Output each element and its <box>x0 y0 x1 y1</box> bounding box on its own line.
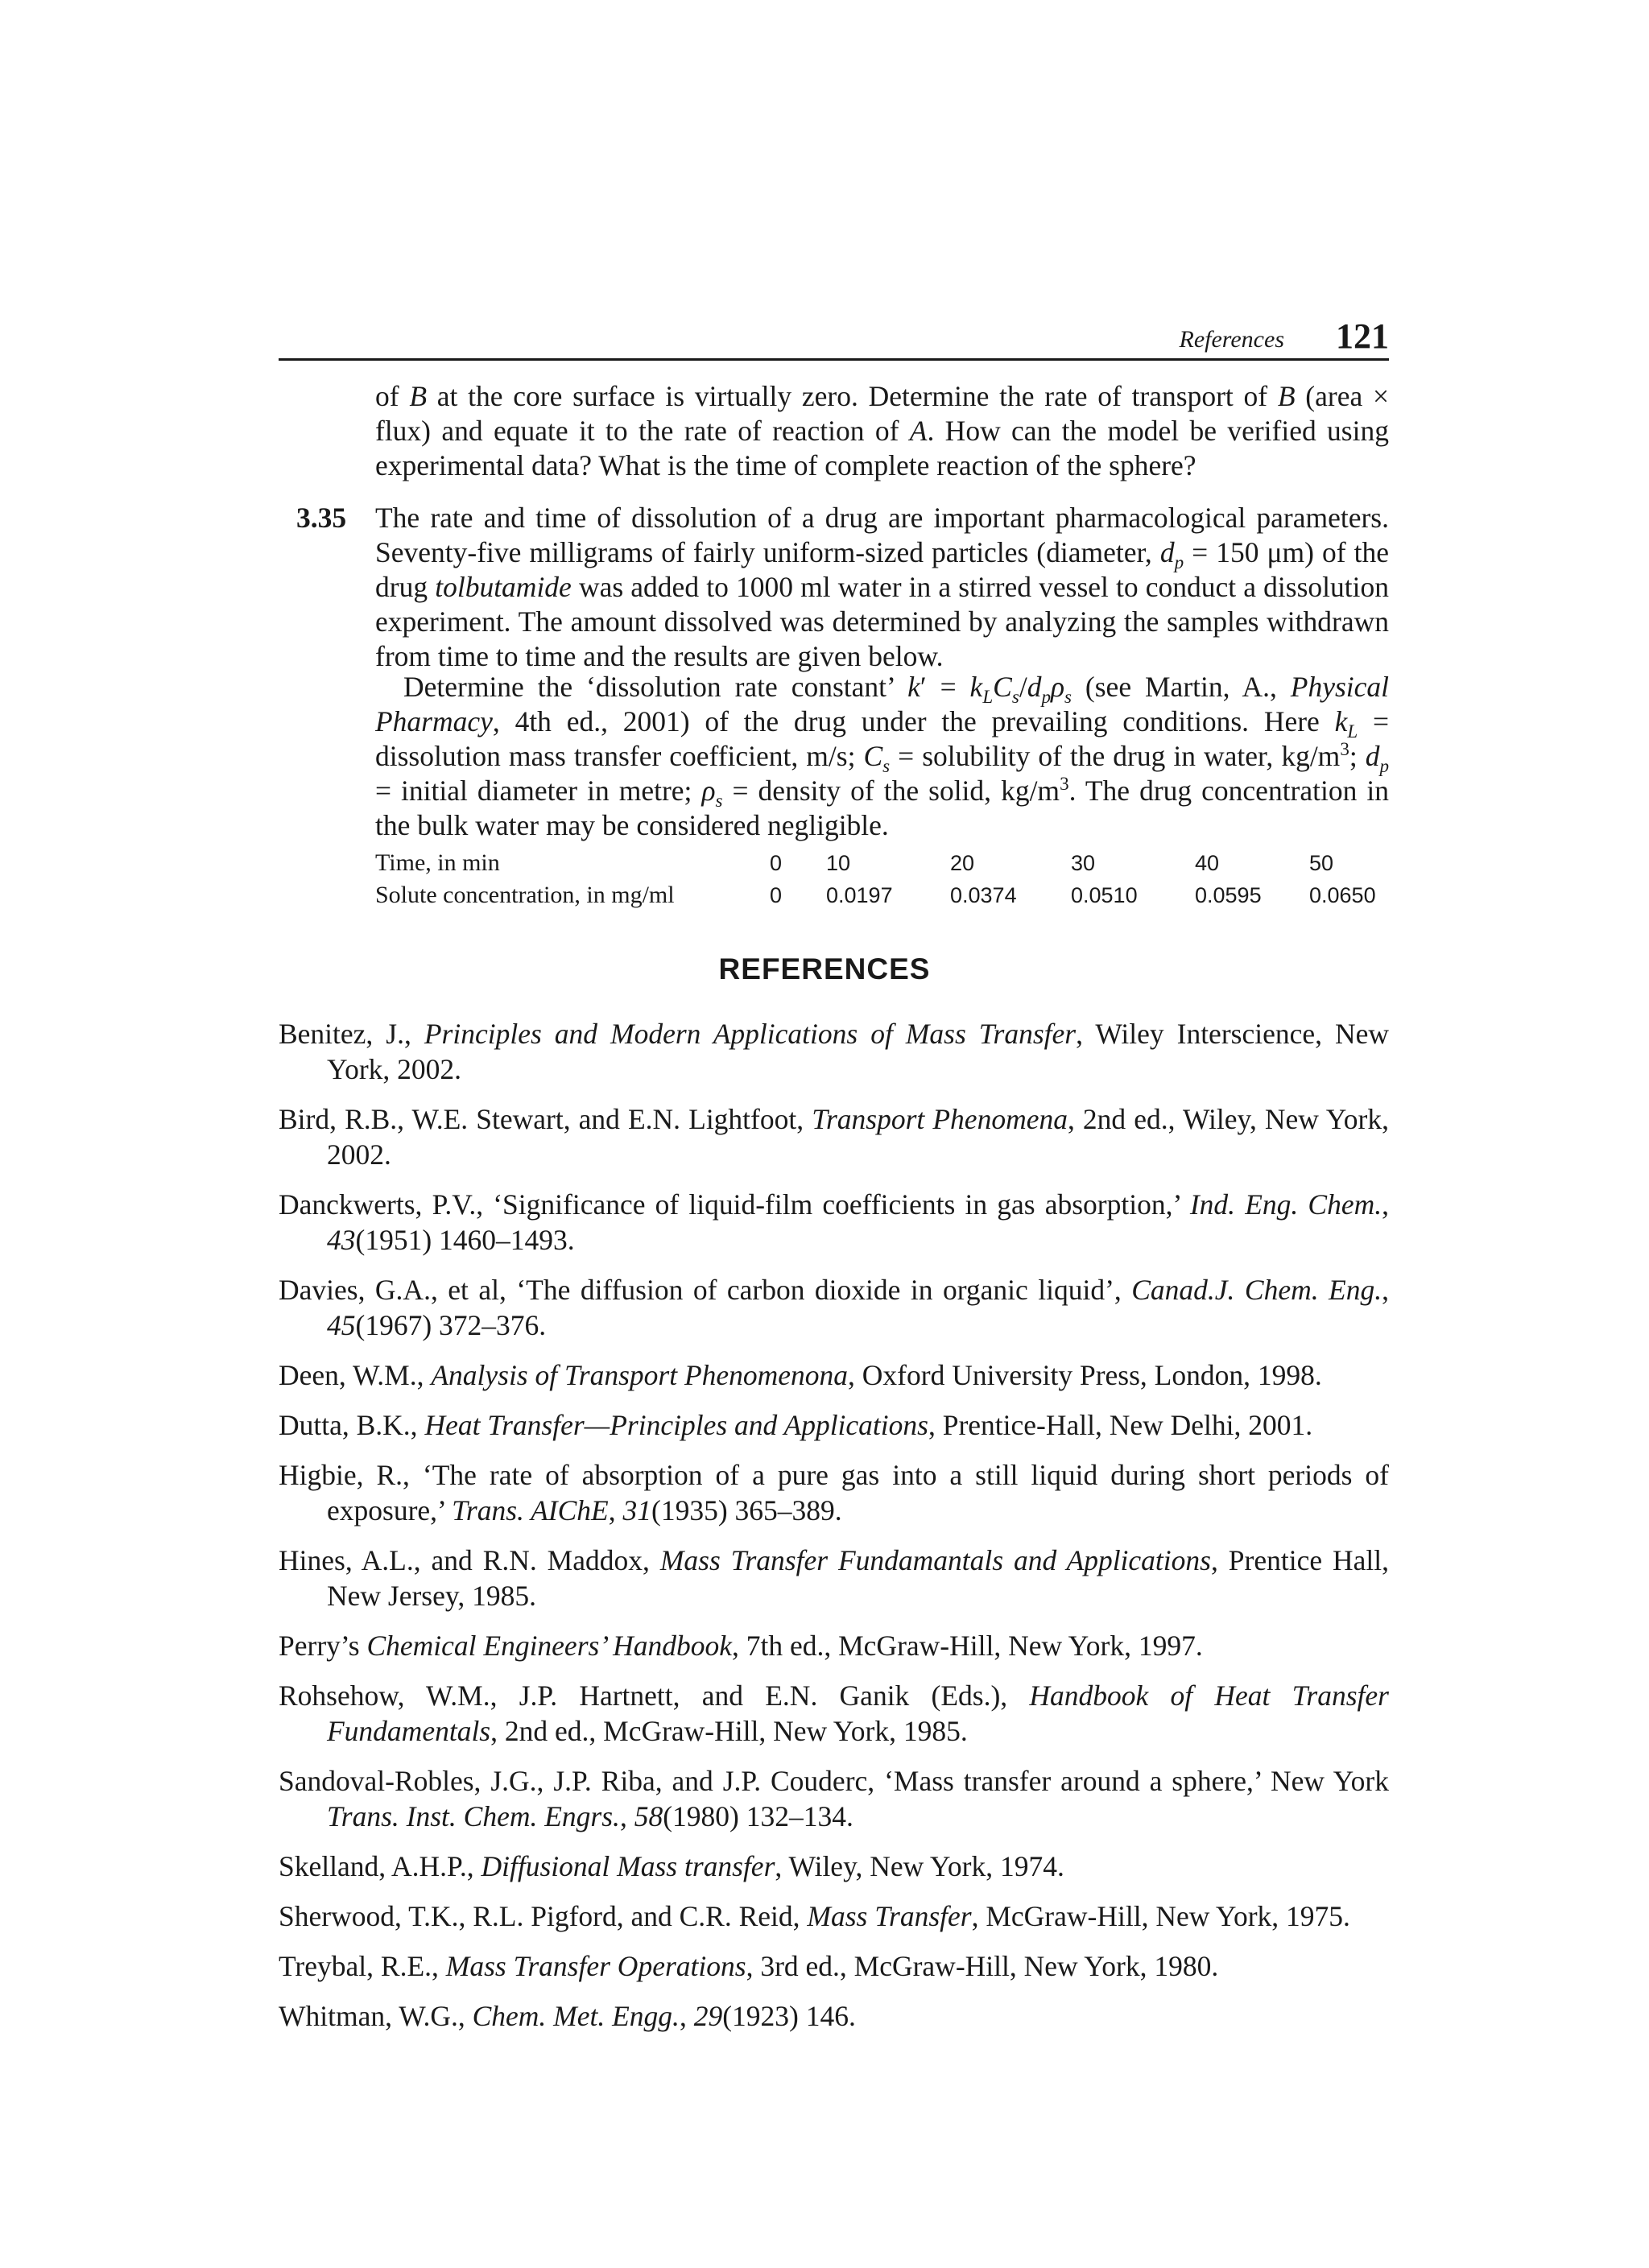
reference-entry: Rohsehow, W.M., J.P. Hartnett, and E.N. Ganik (Eds.), Handbook of Heat Transfer Fundamentals, 2nd ed., McGraw-Hill, New York, 1985. <box>279 1679 1389 1747</box>
table-cell: 20 <box>950 851 975 875</box>
table-row <box>375 879 1389 911</box>
reference-entry: Sherwood, T.K., R.L. Pigford, and C.R. Reid, Mass Transfer, McGraw-Hill, New York, 1975. <box>279 1900 1350 1932</box>
references-list <box>279 1016 1389 2048</box>
table-cell: 50 <box>1309 851 1334 875</box>
reference-entry: Sandoval-Robles, J.G., J.P. Riba, and J.P. Couderc, ‘Mass transfer around a sphere,’ New York Trans. Inst. Chem. Engrs., 58(1980) 132–134. <box>279 1765 1389 1832</box>
reference-entry: Davies, G.A., et al, ‘The diffusion of carbon dioxide in organic liquid’, Canad.J. Chem. Eng., 45(1967) 372–376. <box>279 1274 1389 1341</box>
table-cell: 0.0595 <box>1195 883 1262 907</box>
problem-number: 3.35 <box>296 502 347 534</box>
reference-entry: Benitez, J., Principles and Modern Applications of Mass Transfer, Wiley Interscience, New York, 2002. <box>279 1018 1389 1085</box>
running-header-section: References <box>1179 326 1284 353</box>
references-heading: REFERENCES <box>718 952 931 985</box>
table-cell: 30 <box>1071 851 1096 875</box>
table-cell: 10 <box>826 851 851 875</box>
dissolution-data-table <box>375 847 1389 911</box>
reference-entry: Whitman, W.G., Chem. Met. Engg., 29(1923) 146. <box>279 2000 856 2032</box>
reference-entry: Perry’s Chemical Engineers’ Handbook, 7th ed., McGraw-Hill, New York, 1997. <box>279 1630 1203 1662</box>
reference-entry: Bird, R.B., W.E. Stewart, and E.N. Lightfoot, Transport Phenomena, 2nd ed., Wiley, New York, 2002. <box>279 1103 1389 1171</box>
reference-entry: Treybal, R.E., Mass Transfer Operations, 3rd ed., McGraw-Hill, New York, 1980. <box>279 1950 1219 1982</box>
reference-entry: Dutta, B.K., Heat Transfer—Principles and Applications, Prentice-Hall, New Delhi, 2001. <box>279 1409 1313 1441</box>
reference-entry: Danckwerts, P.V., ‘Significance of liquid-film coefficients in gas absorption,’ Ind. Eng. Chem., 43(1951) 1460–1493. <box>279 1188 1389 1256</box>
table-cell: 0.0650 <box>1309 883 1376 907</box>
table-cell: 0.0510 <box>1071 883 1138 907</box>
table-cell: 0.0374 <box>950 883 1017 907</box>
reference-entry: Deen, W.M., Analysis of Transport Phenomenona, Oxford University Press, London, 1998. <box>279 1359 1322 1391</box>
table-cell: 40 <box>1195 851 1220 875</box>
reference-entry: Higbie, R., ‘The rate of absorption of a pure gas into a still liquid during short periods of exposure,’ Trans. AIChE, 31(1935) 365–389. <box>279 1459 1389 1526</box>
table-cell: 0.0197 <box>826 883 893 907</box>
running-header <box>279 310 1389 361</box>
reference-entry: Hines, A.L., and R.N. Maddox, Mass Transfer Fundamantals and Applications, Prentice Hall, New Jersey, 1985. <box>279 1544 1390 1612</box>
problem-continuation: of B at the core surface is virtually zero. Determine the rate of transport of B (area × flux) and equate it to the rate of reaction of A. How can the model be verified using experimental data? What is the time of complete reaction of the sphere? <box>375 380 1389 481</box>
table-row <box>375 847 1389 879</box>
row-label: Time, in min <box>375 849 500 876</box>
row-label: Solute concentration, in mg/ml <box>375 882 675 908</box>
table-cell: 0 <box>770 851 783 875</box>
reference-entry: Skelland, A.H.P., Diffusional Mass transfer, Wiley, New York, 1974. <box>279 1850 1064 1882</box>
table-cell: 0 <box>770 883 783 907</box>
problem-paragraph-2: Determine the ‘dissolution rate constant’ $k' = k_LC_s/d_p\rho_s$ (see Martin, A., Physical Pharmacy, 4th ed., 2001) of the drug under the prevailing conditions. Here $k_L$ = dissolution mass transfer coefficient, m/s; $C_s$ = solubility of the drug in water, $kg/m^3$; $d_p$ = initial diameter in metre; $\rho_s$ = density of the solid, $kg/m^3$. The drug concentration in the bulk water may be considered negligible. <box>375 671 1390 841</box>
problem-paragraph-1: The rate and time of dissolution of a drug are important pharmacological parameters. Seventy-five milligrams of fairly uniform-sized particles (diameter, $d_p = 150$ μm) of the drug tolbutamide was added to 1000 ml water in a stirred vessel to conduct a dissolution experiment. The amount dissolved was determined by analyzing the samples withdrawn from time to time and the results are given below. <box>375 502 1390 672</box>
page-number: 121 <box>1336 316 1389 356</box>
